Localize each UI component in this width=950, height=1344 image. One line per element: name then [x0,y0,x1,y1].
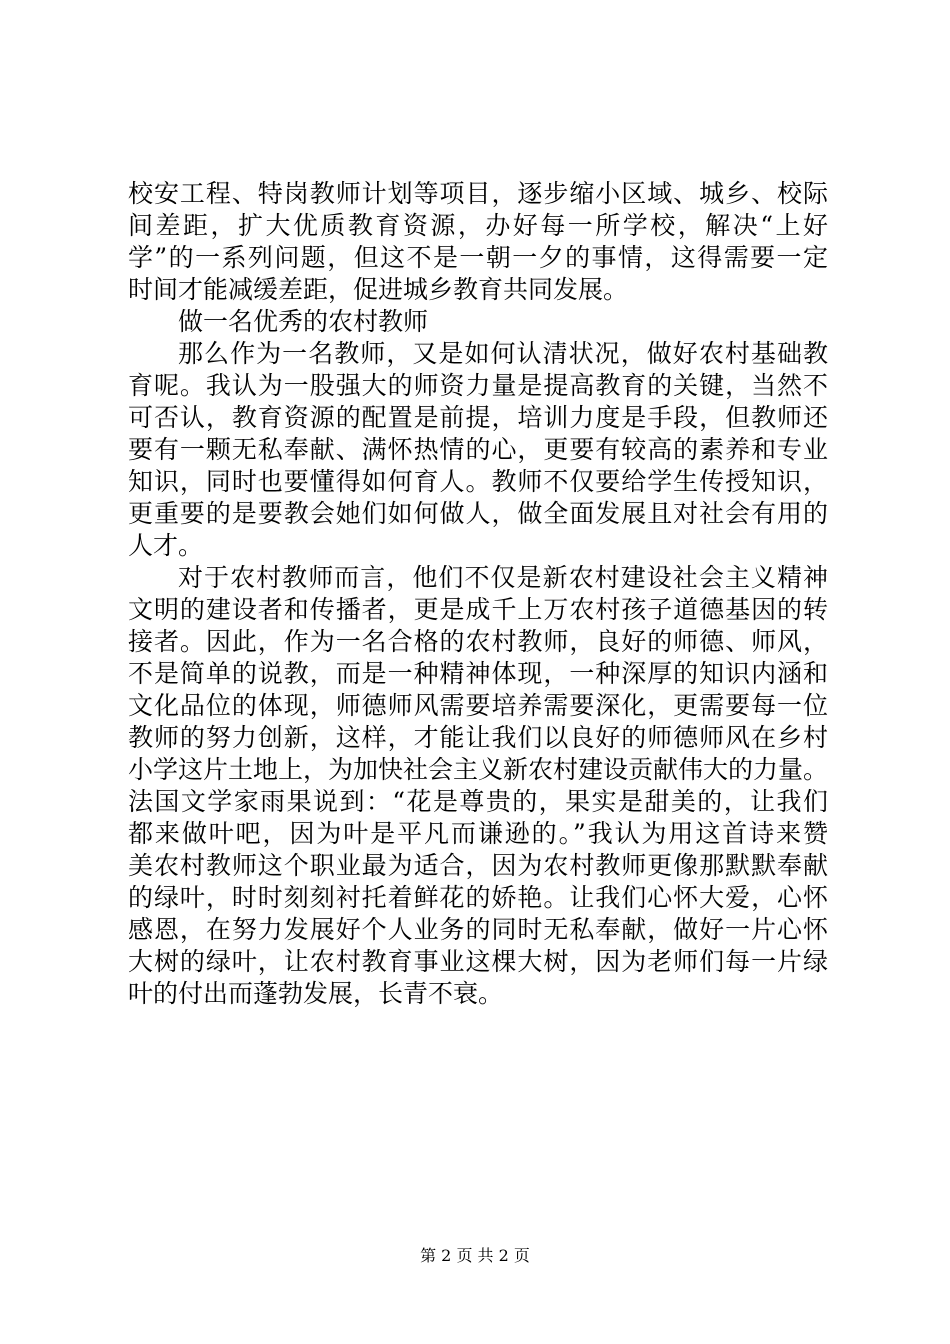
text-line: 知识，同时也要懂得如何育人。教师不仅要给学生传授知识， [128,467,828,496]
text-line: 那么作为一名教师，又是如何认清状况，做好农村基础教 [178,339,828,368]
text-line: 大树的绿叶，让农村教育事业这棵大树，因为老师们每一片绿 [128,947,828,976]
text-line: 美农村教师这个职业最为适合，因为农村教师更像那默默奉献 [128,851,828,880]
text-line: 可否认，教育资源的配置是前提，培训力度是手段，但教师还 [128,403,828,432]
text-line: 都来做叶吧，因为叶是平凡而谦逊的。”我认为用这首诗来赞 [128,819,828,848]
document-body [128,178,828,1010]
text-line: 学”的一系列问题，但这不是一朝一夕的事情，这得需要一定 [128,243,828,272]
text-line: 小学这片土地上，为加快社会主义新农村建设贡献伟大的力量。 [128,755,829,784]
text-line: 感恩，在努力发展好个人业务的同时无私奉献，做好一片心怀 [128,915,828,944]
text-line: 接者。因此，作为一名合格的农村教师，良好的师德、师风， [128,627,828,656]
text-line: 的绿叶，时时刻刻衬托着鲜花的娇艳。让我们心怀大爱，心怀 [128,883,828,912]
text-line: 要有一颗无私奉献、满怀热情的心，更要有较高的素养和专业 [128,435,828,464]
text-line: 校安工程、特岗教师计划等项目，逐步缩小区域、城乡、校际 [128,179,828,208]
text-line: 间差距，扩大优质教育资源，办好每一所学校，解决“上好 [128,211,828,240]
text-line: 教师的努力创新，这样，才能让我们以良好的师德师风在乡村 [128,723,828,752]
text-line: 时间才能减缓差距，促进城乡教育共同发展。 [128,275,629,304]
text-line: 人才。 [128,531,204,560]
page-number-footer: 第 2 页 共 2 页 [420,1246,530,1265]
text-line: 对于农村教师而言，他们不仅是新农村建设社会主义精神 [178,563,828,592]
text-line: 法国文学家雨果说到：“花是尊贵的，果实是甜美的，让我们 [128,787,828,816]
text-line: 更重要的是要教会她们如何做人，做全面发展且对社会有用的 [128,499,828,528]
text-line: 育呢。我认为一股强大的师资力量是提高教育的关键，当然不 [128,371,828,400]
text-line: 文化品位的体现，师德师风需要培养需要深化，更需要每一位 [128,691,828,720]
text-line: 叶的付出而蓬勃发展，长青不衰。 [128,979,504,1008]
text-line: 文明的建设者和传播者，更是成千上万农村孩子道德基因的转 [128,595,828,624]
section-heading: 做一名优秀的农村教师 [178,307,429,336]
text-line: 不是简单的说教，而是一种精神体现，一种深厚的知识内涵和 [128,659,828,688]
